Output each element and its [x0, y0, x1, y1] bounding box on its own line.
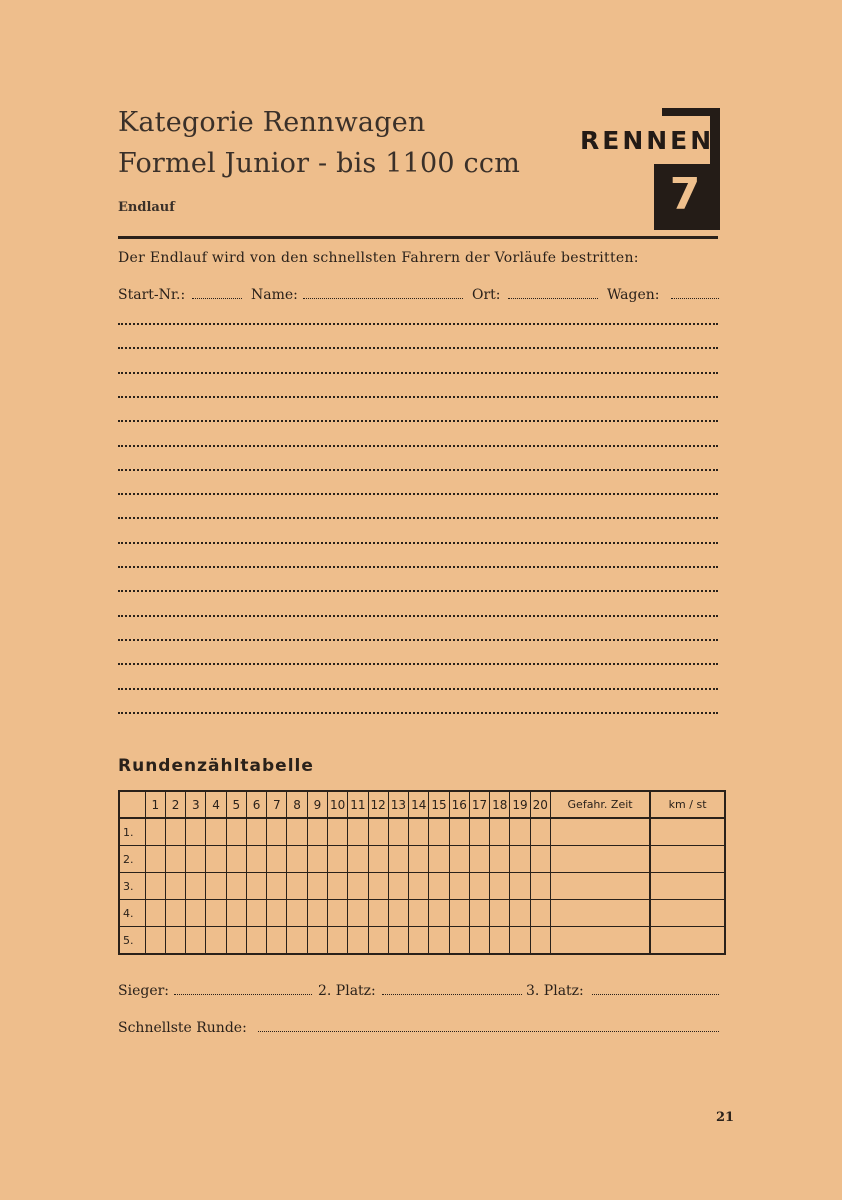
lap-column-header: 19: [510, 791, 530, 818]
lap-cell[interactable]: [328, 818, 348, 846]
lap-cell[interactable]: [246, 873, 266, 900]
lap-cell[interactable]: [206, 818, 226, 846]
lap-cell[interactable]: [510, 927, 530, 955]
third-place-blank[interactable]: [592, 994, 719, 995]
lap-column-header: 9: [307, 791, 327, 818]
lap-cell[interactable]: [226, 818, 246, 846]
lap-cell[interactable]: [409, 846, 429, 873]
entry-line[interactable]: [118, 396, 718, 398]
lap-cell[interactable]: [469, 927, 489, 955]
lap-cell[interactable]: [267, 818, 287, 846]
header-rule: [118, 236, 718, 239]
lap-column-header: 6: [246, 791, 266, 818]
entry-line[interactable]: [118, 493, 718, 495]
lap-cell[interactable]: [307, 927, 327, 955]
lap-cell[interactable]: [328, 846, 348, 873]
lap-cell[interactable]: [490, 818, 510, 846]
lap-column-header: 3: [186, 791, 206, 818]
entry-field-row: [118, 287, 720, 307]
lap-cell[interactable]: [307, 900, 327, 927]
wagen-blank[interactable]: [671, 298, 719, 299]
lap-cell[interactable]: [530, 927, 550, 955]
lap-cell[interactable]: [449, 873, 469, 900]
winner-blank[interactable]: [174, 994, 312, 995]
winner-label: Sieger:: [118, 983, 170, 999]
row-number: 2.: [119, 846, 145, 873]
lap-cell[interactable]: [388, 846, 408, 873]
lap-cell[interactable]: [186, 818, 206, 846]
entry-line[interactable]: [118, 615, 718, 617]
lap-cell[interactable]: [449, 900, 469, 927]
speed-cell[interactable]: [650, 900, 725, 927]
lap-cell[interactable]: [186, 846, 206, 873]
lap-cell[interactable]: [328, 873, 348, 900]
lap-cell[interactable]: [388, 927, 408, 955]
fastest-lap-blank[interactable]: [258, 1031, 719, 1032]
time-cell[interactable]: [550, 927, 650, 955]
row-number: 5.: [119, 927, 145, 955]
lap-cell[interactable]: [145, 873, 165, 900]
lap-cell[interactable]: [409, 927, 429, 955]
fastest-lap-row: [118, 1020, 720, 1040]
lap-column-header: 20: [530, 791, 550, 818]
lap-cell[interactable]: [409, 900, 429, 927]
lap-cell[interactable]: [429, 900, 449, 927]
entry-line[interactable]: [118, 566, 718, 568]
lap-table-corner-cell: [119, 791, 145, 818]
lap-cell[interactable]: [226, 927, 246, 955]
lap-cell[interactable]: [307, 818, 327, 846]
table-row: [119, 927, 725, 955]
lap-column-header: 13: [388, 791, 408, 818]
lap-cell[interactable]: [165, 818, 185, 846]
time-cell[interactable]: [550, 846, 650, 873]
table-row: [119, 873, 725, 900]
ort-label: Ort:: [472, 287, 501, 303]
lap-cell[interactable]: [246, 818, 266, 846]
lap-cell[interactable]: [388, 900, 408, 927]
entry-line[interactable]: [118, 347, 718, 349]
speed-cell[interactable]: [650, 873, 725, 900]
table-row: [119, 900, 725, 927]
lap-cell[interactable]: [530, 873, 550, 900]
lap-cell[interactable]: [186, 927, 206, 955]
lap-cell[interactable]: [267, 927, 287, 955]
row-number: 3.: [119, 873, 145, 900]
entry-line[interactable]: [118, 445, 718, 447]
entry-line[interactable]: [118, 372, 718, 374]
lap-cell[interactable]: [490, 873, 510, 900]
second-place-blank[interactable]: [382, 994, 522, 995]
lap-column-header: 8: [287, 791, 307, 818]
lap-cell[interactable]: [226, 846, 246, 873]
heat-title: Endlauf: [118, 200, 175, 215]
lap-cell[interactable]: [469, 846, 489, 873]
lap-cell[interactable]: [348, 873, 368, 900]
speed-cell[interactable]: [650, 846, 725, 873]
second-place-label: 2. Platz:: [318, 983, 376, 999]
entry-line[interactable]: [118, 590, 718, 592]
lap-cell[interactable]: [429, 927, 449, 955]
lap-cell[interactable]: [510, 873, 530, 900]
lap-cell[interactable]: [388, 873, 408, 900]
page-number: 21: [716, 1110, 735, 1125]
lap-column-header: 12: [368, 791, 388, 818]
lap-cell[interactable]: [287, 927, 307, 955]
lap-cell[interactable]: [530, 846, 550, 873]
lap-cell[interactable]: [165, 927, 185, 955]
lap-cell[interactable]: [328, 927, 348, 955]
lap-cell[interactable]: [145, 818, 165, 846]
lap-cell[interactable]: [348, 900, 368, 927]
entry-line[interactable]: [118, 688, 718, 690]
time-cell[interactable]: [550, 900, 650, 927]
entry-line[interactable]: [118, 542, 718, 544]
lap-cell[interactable]: [206, 846, 226, 873]
lap-column-header: 17: [469, 791, 489, 818]
lap-count-table: [118, 790, 726, 955]
name-label: Name:: [251, 287, 298, 303]
lap-cell[interactable]: [186, 900, 206, 927]
entry-line[interactable]: [118, 323, 718, 325]
intro-text: Der Endlauf wird von den schnellsten Fahrern der Vorläufe bestritten:: [118, 250, 639, 266]
lap-cell[interactable]: [449, 927, 469, 955]
lap-cell[interactable]: [490, 927, 510, 955]
lap-cell[interactable]: [267, 873, 287, 900]
lap-column-header: 11: [348, 791, 368, 818]
lap-cell[interactable]: [165, 900, 185, 927]
lap-column-header: 14: [409, 791, 429, 818]
lap-cell[interactable]: [368, 846, 388, 873]
lap-column-header: 4: [206, 791, 226, 818]
entry-line[interactable]: [118, 639, 718, 641]
ort-blank[interactable]: [508, 298, 598, 299]
race-number: 7: [669, 169, 701, 220]
lap-cell[interactable]: [510, 818, 530, 846]
race-label: RENNEN: [580, 126, 715, 155]
lap-cell[interactable]: [246, 900, 266, 927]
lap-cell[interactable]: [510, 900, 530, 927]
lap-column-header: 10: [328, 791, 348, 818]
wagen-label: Wagen:: [607, 287, 660, 303]
lap-cell[interactable]: [409, 873, 429, 900]
lap-cell[interactable]: [449, 818, 469, 846]
speed-cell[interactable]: [650, 927, 725, 955]
lap-cell[interactable]: [307, 846, 327, 873]
entry-line[interactable]: [118, 712, 718, 714]
lap-cell[interactable]: [145, 900, 165, 927]
lap-cell[interactable]: [429, 873, 449, 900]
time-cell[interactable]: [550, 818, 650, 846]
lap-cell[interactable]: [246, 927, 266, 955]
lap-column-header: 15: [429, 791, 449, 818]
lap-column-header: 16: [449, 791, 469, 818]
lap-cell[interactable]: [186, 873, 206, 900]
lap-cell[interactable]: [246, 846, 266, 873]
lap-cell[interactable]: [469, 873, 489, 900]
speed-column-header: km / st: [650, 791, 725, 818]
entry-line[interactable]: [118, 517, 718, 519]
lap-cell[interactable]: [490, 846, 510, 873]
lap-column-header: 2: [165, 791, 185, 818]
lap-cell[interactable]: [226, 873, 246, 900]
lap-cell[interactable]: [429, 818, 449, 846]
lap-cell[interactable]: [287, 846, 307, 873]
lap-cell[interactable]: [145, 927, 165, 955]
category-title: Kategorie Rennwagen: [118, 107, 426, 138]
lap-cell[interactable]: [226, 900, 246, 927]
lap-cell[interactable]: [165, 846, 185, 873]
speed-cell[interactable]: [650, 818, 725, 846]
lap-cell[interactable]: [388, 818, 408, 846]
lap-cell[interactable]: [267, 900, 287, 927]
lap-cell[interactable]: [469, 900, 489, 927]
lap-cell[interactable]: [449, 846, 469, 873]
lap-cell[interactable]: [368, 927, 388, 955]
row-number: 1.: [119, 818, 145, 846]
entry-line[interactable]: [118, 420, 718, 422]
name-blank[interactable]: [303, 298, 463, 299]
lap-cell[interactable]: [287, 818, 307, 846]
placings-row: [118, 983, 720, 1003]
lap-column-header: 1: [145, 791, 165, 818]
lap-cell[interactable]: [409, 818, 429, 846]
start-nr-label: Start-Nr.:: [118, 287, 186, 303]
lap-cell[interactable]: [145, 846, 165, 873]
lap-cell[interactable]: [307, 873, 327, 900]
lap-cell[interactable]: [348, 846, 368, 873]
lap-cell[interactable]: [287, 900, 307, 927]
time-cell[interactable]: [550, 873, 650, 900]
entry-line[interactable]: [118, 469, 718, 471]
row-number: 4.: [119, 900, 145, 927]
lap-column-header: 18: [490, 791, 510, 818]
lap-column-header: 7: [267, 791, 287, 818]
fastest-lap-label: Schnellste Runde:: [118, 1020, 247, 1036]
lap-cell[interactable]: [348, 927, 368, 955]
lap-cell[interactable]: [429, 846, 449, 873]
lap-table-title: Rundenzähltabelle: [118, 756, 314, 776]
third-place-label: 3. Platz:: [526, 983, 584, 999]
formula-title: Formel Junior - bis 1100 ccm: [118, 148, 521, 179]
lap-cell[interactable]: [368, 873, 388, 900]
lap-cell[interactable]: [469, 818, 489, 846]
table-row: [119, 846, 725, 873]
lap-cell[interactable]: [530, 818, 550, 846]
lap-cell[interactable]: [328, 900, 348, 927]
lap-cell[interactable]: [206, 873, 226, 900]
lap-cell[interactable]: [287, 873, 307, 900]
lap-cell[interactable]: [206, 900, 226, 927]
start-nr-blank[interactable]: [192, 298, 242, 299]
lap-cell[interactable]: [348, 818, 368, 846]
lap-column-header: 5: [226, 791, 246, 818]
entry-line[interactable]: [118, 663, 718, 665]
lap-cell[interactable]: [490, 900, 510, 927]
lap-cell[interactable]: [368, 818, 388, 846]
lap-cell[interactable]: [510, 846, 530, 873]
table-row: [119, 818, 725, 846]
lap-cell[interactable]: [206, 927, 226, 955]
lap-cell[interactable]: [165, 873, 185, 900]
lap-cell[interactable]: [368, 900, 388, 927]
lap-cell[interactable]: [530, 900, 550, 927]
time-column-header: Gefahr. Zeit: [550, 791, 650, 818]
lap-cell[interactable]: [267, 846, 287, 873]
lap-table-header-row: [119, 791, 725, 818]
